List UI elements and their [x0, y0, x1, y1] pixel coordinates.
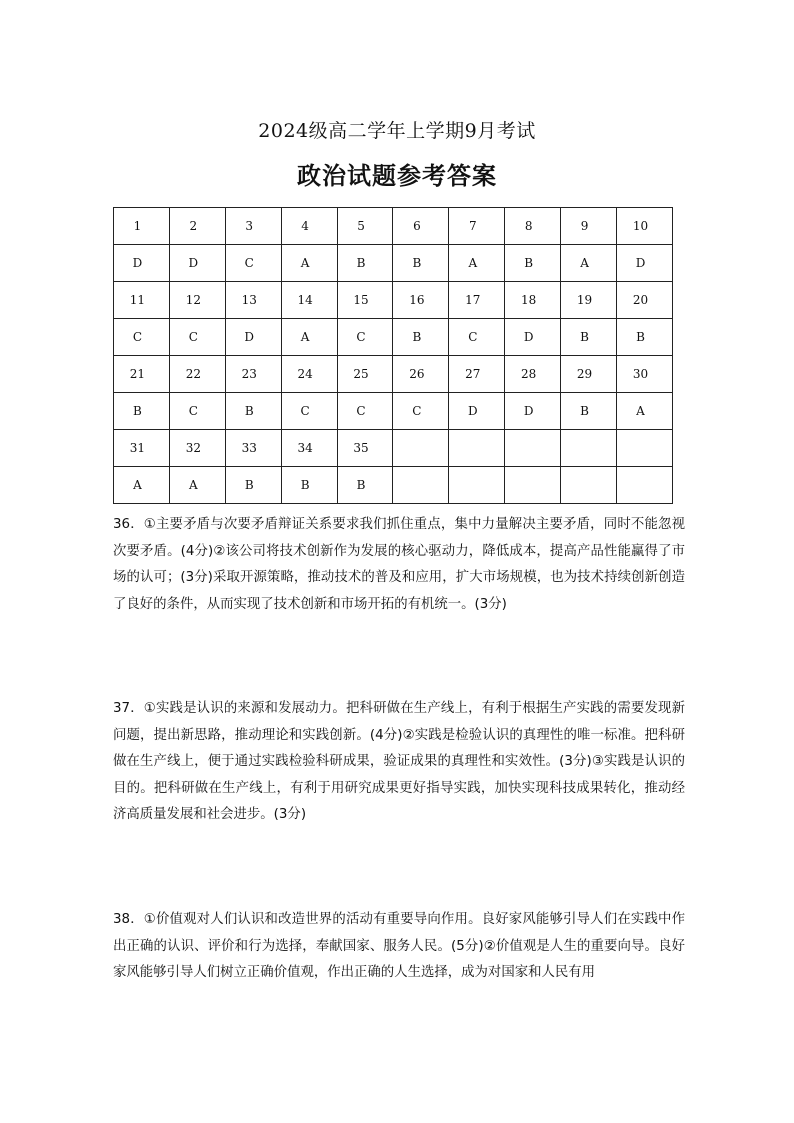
answer-letter-cell — [393, 319, 449, 356]
cell-text: 14 — [297, 293, 313, 307]
question-number-cell — [449, 208, 505, 245]
answer-letter-cell — [337, 319, 393, 356]
cell-text: C — [132, 330, 143, 344]
answer-letter-cell — [449, 393, 505, 430]
cell-text: 11 — [129, 293, 146, 307]
answer-letter-cell — [449, 467, 505, 504]
answer-letter-cell — [449, 245, 505, 282]
cell-text: 8 — [524, 219, 533, 233]
cell-text: 7 — [468, 219, 477, 233]
answer-letter-row — [114, 319, 673, 356]
cell-text: A — [300, 256, 310, 270]
cell-text: C — [188, 404, 198, 418]
cell-text: A — [636, 404, 645, 418]
exam-title: 2024级高二学年上学期9月考试 — [258, 120, 536, 142]
cell-text: 24 — [297, 367, 313, 381]
cell-text: 15 — [353, 293, 369, 307]
question-number-cell — [281, 282, 337, 319]
question-number-cell — [225, 208, 281, 245]
cell-text: C — [300, 404, 310, 418]
answer-letter-cell — [393, 467, 449, 504]
answer-letter-cell — [561, 245, 617, 282]
answer-letter-cell — [225, 319, 281, 356]
cell-text: A — [133, 478, 142, 492]
answer-letter-cell — [561, 467, 617, 504]
answer-letter-cell — [337, 393, 393, 430]
answer-letter-cell — [393, 393, 449, 430]
question-number-cell — [617, 356, 673, 393]
cell-text: D — [244, 330, 255, 344]
question-number-cell — [505, 208, 561, 245]
cell-text: 13 — [241, 293, 257, 307]
question-number-cell — [617, 282, 673, 319]
answer-letter-cell — [281, 467, 337, 504]
question-number-cell — [449, 430, 505, 467]
answer-letter-cell — [169, 245, 225, 282]
cell-text: 21 — [129, 367, 146, 381]
answer-letter-cell — [505, 467, 561, 504]
cell-text: 6 — [413, 219, 421, 233]
cell-text: 35 — [353, 441, 369, 455]
cell-text: 28 — [521, 367, 537, 381]
question-number-cell — [505, 430, 561, 467]
cell-text: A — [189, 478, 198, 492]
cell-text: 34 — [297, 441, 313, 455]
answer-letter-cell — [169, 467, 225, 504]
question-number-cell — [393, 208, 449, 245]
answer-letter-cell — [169, 393, 225, 430]
cell-text: 4 — [301, 219, 309, 233]
question-number-cell — [114, 356, 170, 393]
answer-letter-cell — [505, 319, 561, 356]
document-title: 政治试题参考答案 — [297, 161, 497, 190]
question-number-cell — [169, 282, 225, 319]
question-number-cell — [337, 430, 393, 467]
question-number-cell — [561, 208, 617, 245]
cell-text: B — [356, 478, 366, 492]
answer-letter-cell — [561, 319, 617, 356]
answer-letter-cell — [449, 319, 505, 356]
question-number-cell — [505, 282, 561, 319]
cell-text: D — [523, 330, 534, 344]
question-number-cell — [505, 356, 561, 393]
cell-text: 23 — [241, 367, 257, 381]
answer-letter-cell — [617, 467, 673, 504]
cell-text: B — [580, 404, 589, 418]
cell-text: D — [188, 256, 199, 270]
question-number-cell — [449, 282, 505, 319]
cell-text: 20 — [632, 293, 649, 307]
question-number-cell — [169, 430, 225, 467]
cell-text: C — [356, 330, 366, 344]
cell-text: D — [467, 404, 478, 418]
question-number-cell — [617, 430, 673, 467]
cell-text: C — [188, 330, 198, 344]
cell-text: B — [412, 330, 422, 344]
answer-letter-row — [114, 245, 673, 282]
cell-text: 17 — [465, 293, 481, 307]
question-number-cell — [225, 356, 281, 393]
cell-text: 27 — [465, 367, 481, 381]
question-number-cell — [561, 430, 617, 467]
cell-text: A — [300, 330, 310, 344]
question-number-cell — [393, 282, 449, 319]
answer-36: 36．①主要矛盾与次要矛盾辩证关系要求我们抓住重点，集中力量解决主要矛盾，同时不能忽视次要矛盾。(4分)②该公司将技术创新作为发展的核心驱动力，降低成本，提高产品性能赢得了市场的认可；(3分)采取开源策略，推动技术的普及和应用，扩大市场规模，也为技术持续创新创造了良好的条件，从而实现了技术创新和市场开拓的有机统一。(3分) — [113, 517, 685, 612]
answer-letter-cell — [617, 245, 673, 282]
answer-letter-row — [114, 467, 673, 504]
answer-letter-cell — [505, 245, 561, 282]
question-number-row — [114, 356, 673, 393]
cell-text: C — [468, 330, 478, 344]
answer-letter-cell — [393, 245, 449, 282]
answer-letter-cell — [337, 467, 393, 504]
question-number-cell — [169, 356, 225, 393]
cell-text: 1 — [133, 219, 142, 233]
answer-letter-cell — [281, 393, 337, 430]
answer-letter-cell — [169, 319, 225, 356]
answer-letter-row — [114, 393, 673, 430]
question-number-row — [114, 430, 673, 467]
answer-letter-cell — [225, 245, 281, 282]
cell-text: 22 — [185, 367, 201, 381]
cell-text: 3 — [245, 219, 254, 233]
cell-text: 10 — [632, 219, 649, 233]
cell-text: B — [300, 478, 310, 492]
cell-text: 2 — [189, 219, 198, 233]
question-number-cell — [393, 356, 449, 393]
answer-letter-cell — [225, 393, 281, 430]
question-number-cell — [393, 430, 449, 467]
cell-text: D — [523, 404, 534, 418]
cell-text: 32 — [185, 441, 201, 455]
question-number-cell — [337, 282, 393, 319]
cell-text: B — [636, 330, 645, 344]
answer-letter-cell — [505, 393, 561, 430]
cell-text: D — [635, 256, 646, 270]
cell-text: B — [244, 404, 254, 418]
cell-text: 30 — [632, 367, 649, 381]
cell-text: 26 — [409, 367, 425, 381]
question-number-cell — [281, 430, 337, 467]
question-number-row — [114, 282, 673, 319]
answer-letter-cell — [281, 319, 337, 356]
cell-text: 12 — [185, 293, 201, 307]
cell-text: B — [244, 478, 254, 492]
answer-letter-cell — [561, 393, 617, 430]
answer-letter-cell — [114, 245, 170, 282]
answer-37: 37．①实践是认识的来源和发展动力。把科研做在生产线上，有利于根据生产实践的需要发现新问题，提出新思路，推动理论和实践创新。(4分)②实践是检验认识的真理性的唯一标准。把科研做在生产线上，便于通过实践检验科研成果，验证成果的真理性和实效性。(3分)③实践是认识的目的。把科研做在生产线上，有利于用研究成果更好指导实践，加快实现科技成果转化，推动经济高质量发展和社会进步。(3分) — [113, 701, 685, 822]
cell-text: B — [580, 330, 589, 344]
question-number-cell — [169, 208, 225, 245]
cell-text: 5 — [357, 219, 365, 233]
cell-text: 33 — [241, 441, 257, 455]
answer-letter-cell — [617, 393, 673, 430]
question-number-cell — [114, 282, 170, 319]
question-number-cell — [225, 282, 281, 319]
question-number-cell — [337, 356, 393, 393]
question-number-cell — [561, 356, 617, 393]
cell-text: A — [468, 256, 478, 270]
question-number-cell — [449, 356, 505, 393]
cell-text: D — [132, 256, 143, 270]
cell-text: 16 — [409, 293, 425, 307]
answer-letter-cell — [114, 393, 170, 430]
answer-key-table — [113, 207, 673, 504]
cell-text: 18 — [521, 293, 537, 307]
cell-text: B — [524, 256, 534, 270]
answer-38: 38．①价值观对人们认识和改造世界的活动有重要导向作用。良好家风能够引导人们在实践中作出正确的认识、评价和行为选择，奉献国家、服务人民。(5分)②价值观是人生的重要向导。良好家风能够引导人们树立正确价值观，作出正确的人生选择，成为对国家和人民有用 — [113, 912, 685, 980]
question-number-cell — [617, 208, 673, 245]
question-number-row — [114, 208, 673, 245]
question-number-cell — [114, 430, 170, 467]
question-number-cell — [281, 356, 337, 393]
cell-text: 25 — [353, 367, 369, 381]
cell-text: C — [244, 256, 254, 270]
cell-text: 31 — [129, 441, 146, 455]
answer-letter-cell — [114, 467, 170, 504]
answer-letter-cell — [114, 319, 170, 356]
question-number-cell — [114, 208, 170, 245]
question-number-cell — [225, 430, 281, 467]
answer-letter-cell — [225, 467, 281, 504]
question-number-cell — [281, 208, 337, 245]
question-number-cell — [337, 208, 393, 245]
answer-letter-cell — [281, 245, 337, 282]
cell-text: C — [412, 404, 422, 418]
cell-text: C — [356, 404, 366, 418]
question-number-cell — [561, 282, 617, 319]
cell-text: B — [356, 256, 366, 270]
cell-text: B — [412, 256, 422, 270]
cell-text: 9 — [580, 219, 589, 233]
cell-text: A — [580, 256, 589, 270]
cell-text: 29 — [576, 367, 593, 381]
cell-text: 19 — [576, 293, 593, 307]
answer-letter-cell — [617, 319, 673, 356]
cell-text: B — [133, 404, 142, 418]
answer-letter-cell — [337, 245, 393, 282]
